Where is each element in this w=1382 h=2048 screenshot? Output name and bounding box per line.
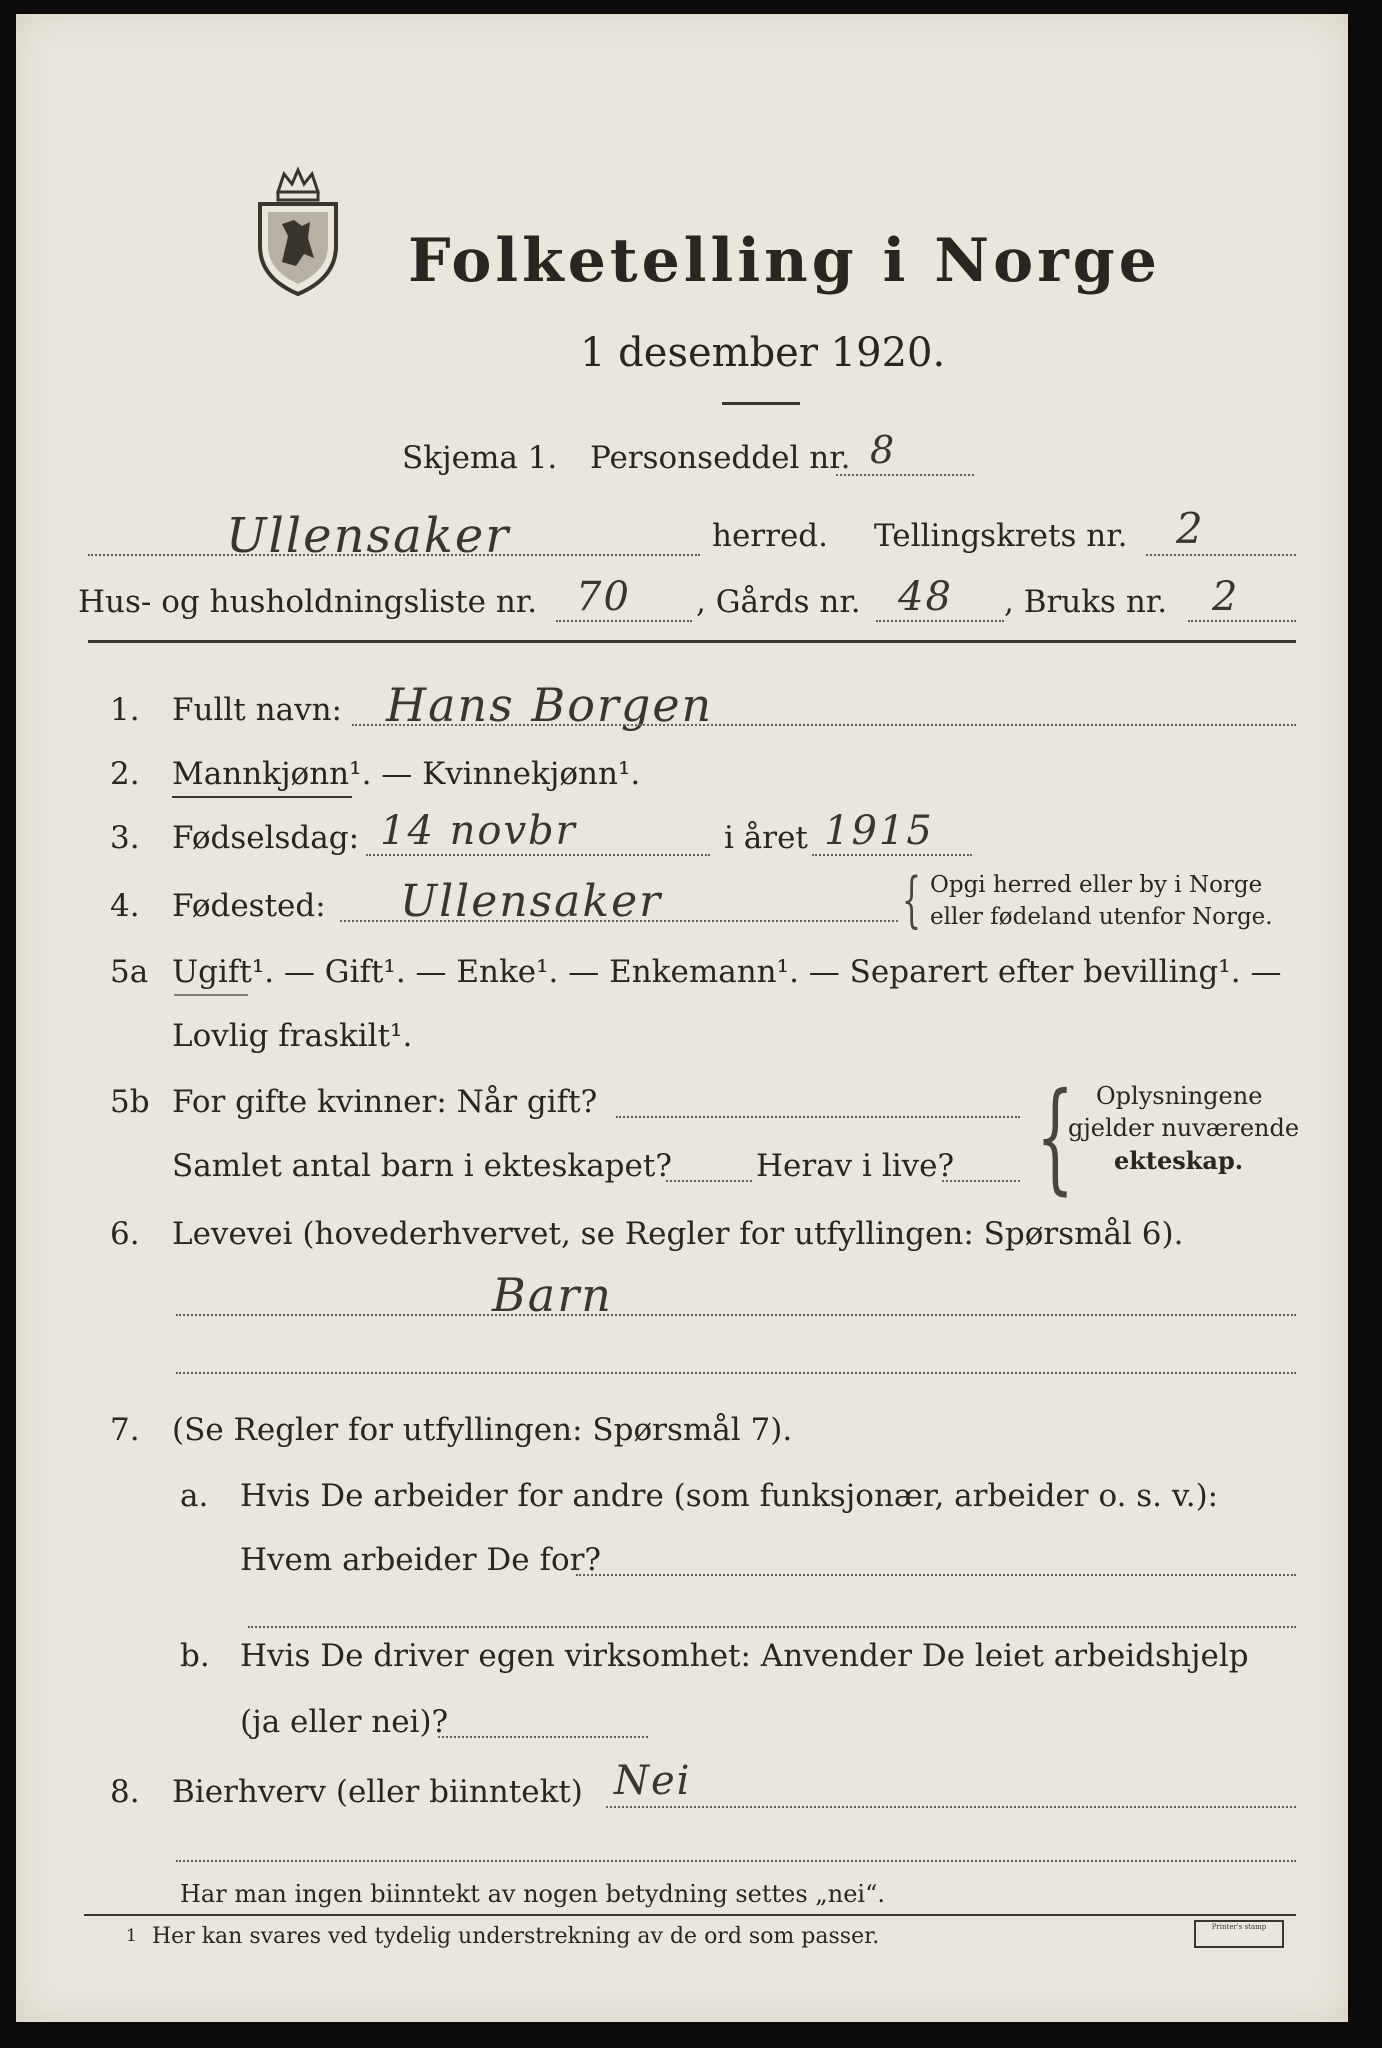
bruks-label: , Bruks nr. bbox=[1004, 584, 1168, 620]
q7a-employer-label: Hvem arbeider De for? bbox=[240, 1542, 602, 1578]
q3-birth-year[interactable]: 1915 bbox=[824, 808, 934, 854]
q5b-note-line3: ekteskap. bbox=[1114, 1146, 1244, 1175]
gards-value[interactable]: 48 bbox=[898, 574, 953, 620]
q4-birthplace[interactable]: Ullensaker bbox=[400, 876, 663, 927]
personseddel-label: Personseddel nr. bbox=[590, 440, 851, 476]
personseddel-value[interactable]: 8 bbox=[870, 428, 897, 472]
gards-line bbox=[876, 620, 1004, 622]
herred-value[interactable]: Ullensaker bbox=[226, 508, 511, 564]
q6-line2 bbox=[176, 1372, 1296, 1374]
q3-year-line bbox=[812, 854, 972, 856]
husholdning-label: Hus- og husholdningsliste nr. bbox=[78, 584, 538, 620]
q1-line bbox=[352, 724, 1296, 726]
q7a-label: Hvis De arbeider for andre (som funksjonær, arbeider o. s. v.): bbox=[240, 1478, 1219, 1514]
footnote-number: 1 bbox=[126, 1926, 137, 1946]
form-title: Folketelling i Norge bbox=[408, 226, 1161, 296]
q1-number: 1. bbox=[110, 692, 140, 728]
header-divider bbox=[88, 640, 1296, 643]
q5b-label: For gifte kvinner: Når gift? bbox=[172, 1084, 598, 1120]
q8-side-income[interactable]: Nei bbox=[614, 1758, 692, 1804]
q1-label: Fullt navn: bbox=[172, 692, 342, 728]
q7b-yesno-label: (ja eller nei)? bbox=[240, 1704, 449, 1740]
q7a-employer-line[interactable] bbox=[576, 1574, 1296, 1576]
q4-note-line2: eller fødeland utenfor Norge. bbox=[930, 904, 1273, 930]
q8-line1 bbox=[606, 1806, 1296, 1808]
q1-full-name[interactable]: Hans Borgen bbox=[386, 678, 714, 732]
q3-line bbox=[366, 854, 710, 856]
q5b-brace: { bbox=[1036, 1068, 1075, 1207]
tellingskrets-value[interactable]: 2 bbox=[1176, 504, 1205, 553]
q8-label: Bierhverv (eller biinntekt) bbox=[172, 1774, 583, 1810]
census-form-page bbox=[16, 14, 1348, 2022]
q7b-label: Hvis De driver egen virksomhet: Anvender De leiet arbeidshjelp bbox=[240, 1638, 1249, 1674]
printer-stamp: Printer's stamp bbox=[1194, 1920, 1284, 1948]
q3-number: 3. bbox=[110, 820, 140, 856]
q4-note-line1: Opgi herred eller by i Norge bbox=[930, 872, 1263, 898]
q5a-ugift-underline bbox=[174, 994, 248, 996]
census-date: 1 desember 1920. bbox=[580, 330, 946, 376]
bruks-value[interactable]: 2 bbox=[1212, 574, 1240, 620]
norway-coat-of-arms-icon bbox=[248, 166, 348, 296]
husholdning-line bbox=[556, 620, 692, 622]
q4-brace: { bbox=[902, 865, 922, 935]
q6-number: 6. bbox=[110, 1216, 140, 1252]
tellingskrets-line bbox=[1146, 554, 1296, 556]
q8-line2 bbox=[176, 1860, 1296, 1862]
q6-occupation[interactable]: Barn bbox=[492, 1268, 613, 1322]
q5b-number: 5b bbox=[110, 1084, 150, 1120]
tellingskrets-label: Tellingskrets nr. bbox=[874, 518, 1128, 554]
title-divider bbox=[722, 402, 800, 405]
bruks-line bbox=[1188, 620, 1296, 622]
q7b-letter: b. bbox=[180, 1638, 210, 1674]
husholdning-value[interactable]: 70 bbox=[576, 574, 631, 620]
skjema-label: Skjema 1. bbox=[402, 440, 558, 476]
q8-number: 8. bbox=[110, 1774, 140, 1810]
q6-line1 bbox=[176, 1314, 1296, 1316]
q5b-children-line[interactable] bbox=[666, 1180, 752, 1182]
q2-gender-options[interactable]: Mannkjønn¹. — Kvinnekjønn¹. bbox=[172, 756, 641, 792]
q5b-note-line2: gjelder nuværende bbox=[1068, 1114, 1300, 1142]
q5a-number: 5a bbox=[110, 954, 149, 990]
q5b-married-line[interactable] bbox=[616, 1116, 1020, 1118]
q5b-children-label: Samlet antal barn i ekteskapet? bbox=[172, 1148, 672, 1184]
q2-mannkjonn-underline bbox=[172, 796, 352, 798]
footnote-text: Her kan svares ved tydelig understrekning av de ord som passer. bbox=[152, 1924, 880, 1949]
footer-divider bbox=[84, 1914, 1296, 1916]
q5b-alive-line[interactable] bbox=[942, 1180, 1020, 1182]
q5b-alive-label: Herav i live? bbox=[756, 1148, 955, 1184]
q3-year-label: i året bbox=[724, 820, 808, 856]
gards-label: , Gårds nr. bbox=[696, 584, 861, 620]
q5a-lovlig-fraskilt[interactable]: Lovlig fraskilt¹. bbox=[172, 1018, 413, 1054]
q3-label: Fødselsdag: bbox=[172, 820, 360, 856]
q4-number: 4. bbox=[110, 888, 140, 924]
q2-number: 2. bbox=[110, 756, 140, 792]
q7a-line2 bbox=[248, 1626, 1296, 1628]
q7a-letter: a. bbox=[180, 1478, 209, 1514]
q5b-note-line1: Oplysningene bbox=[1096, 1082, 1263, 1110]
q6-label: Levevei (hovederhvervet, se Regler for utfyllingen: Spørsmål 6). bbox=[172, 1216, 1184, 1252]
q4-line bbox=[340, 920, 898, 922]
personseddel-line bbox=[836, 474, 974, 476]
herred-line bbox=[88, 554, 700, 556]
q7-number: 7. bbox=[110, 1412, 140, 1448]
q7b-yesno-line[interactable] bbox=[438, 1736, 648, 1738]
q7-label: (Se Regler for utfyllingen: Spørsmål 7). bbox=[172, 1412, 793, 1448]
q4-label: Fødested: bbox=[172, 888, 326, 924]
herred-label: herred. bbox=[712, 518, 828, 554]
q5a-marital-options[interactable]: Ugift¹. — Gift¹. — Enke¹. — Enkemann¹. — Separert efter bevilling¹. — bbox=[172, 954, 1282, 990]
footer-note: Har man ingen biinntekt av nogen betydning settes „nei“. bbox=[180, 1880, 885, 1908]
q3-birthday[interactable]: 14 novbr bbox=[380, 808, 577, 854]
